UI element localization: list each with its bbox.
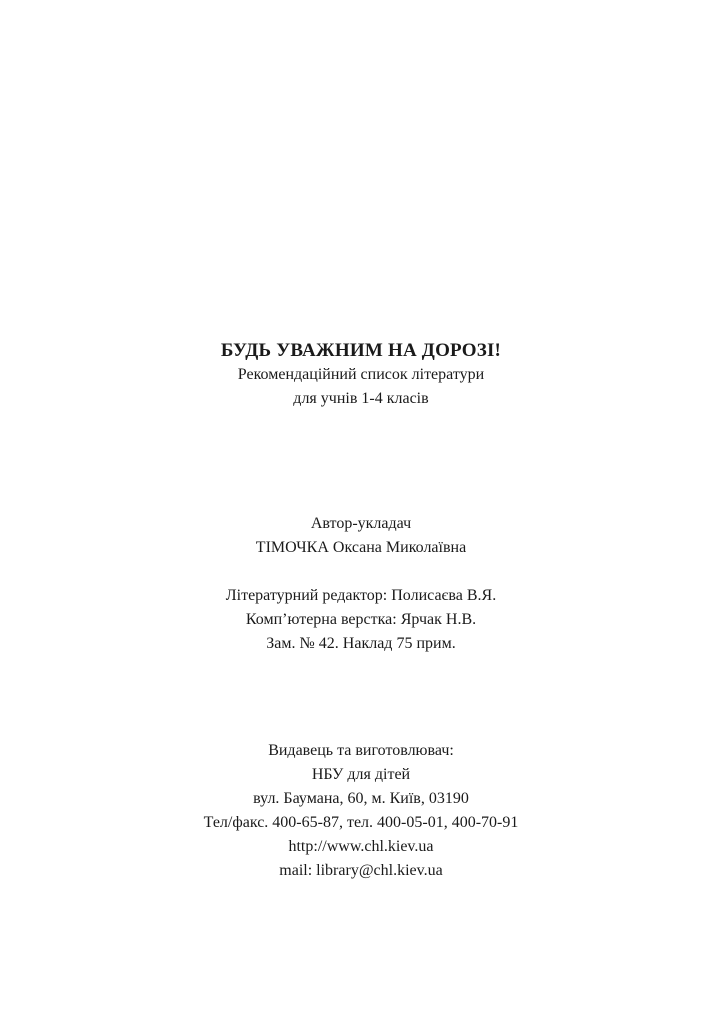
layout-credit: Комп’ютерна верстка: Ярчак Н.В. [245, 611, 477, 628]
print-order-info: Зам. № 42. Наклад 75 прим. [266, 635, 456, 652]
publisher-address: вул. Баумана, 60, м. Київ, 03190 [253, 790, 469, 807]
book-subtitle-line-2: для учнів 1-4 класів [293, 390, 429, 407]
book-subtitle-line-1: Рекомендаційний список літератури [237, 366, 485, 383]
publisher-name: НБУ для дітей [311, 766, 411, 783]
book-title: БУДЬ УВАЖНИМ НА ДОРОЗІ! [220, 340, 502, 361]
title-section [0, 339, 722, 411]
author-label: Автор-укладач [310, 515, 412, 532]
editor-credit: Літературний редактор: Полисаєва В.Я. [225, 587, 497, 604]
author-section [0, 512, 722, 560]
publisher-section [0, 739, 722, 883]
publisher-label: Видавець та виготовлювач: [268, 742, 454, 759]
publisher-email: mail: library@chl.kiev.ua [279, 862, 443, 879]
publisher-phones: Тел/факс. 400-65-87, тел. 400-05-01, 400-70-91 [203, 814, 519, 831]
publisher-website: http://www.chl.kiev.ua [288, 838, 434, 855]
author-name: ТІМОЧКА Оксана Миколаївна [255, 539, 467, 556]
credits-section [0, 584, 722, 656]
